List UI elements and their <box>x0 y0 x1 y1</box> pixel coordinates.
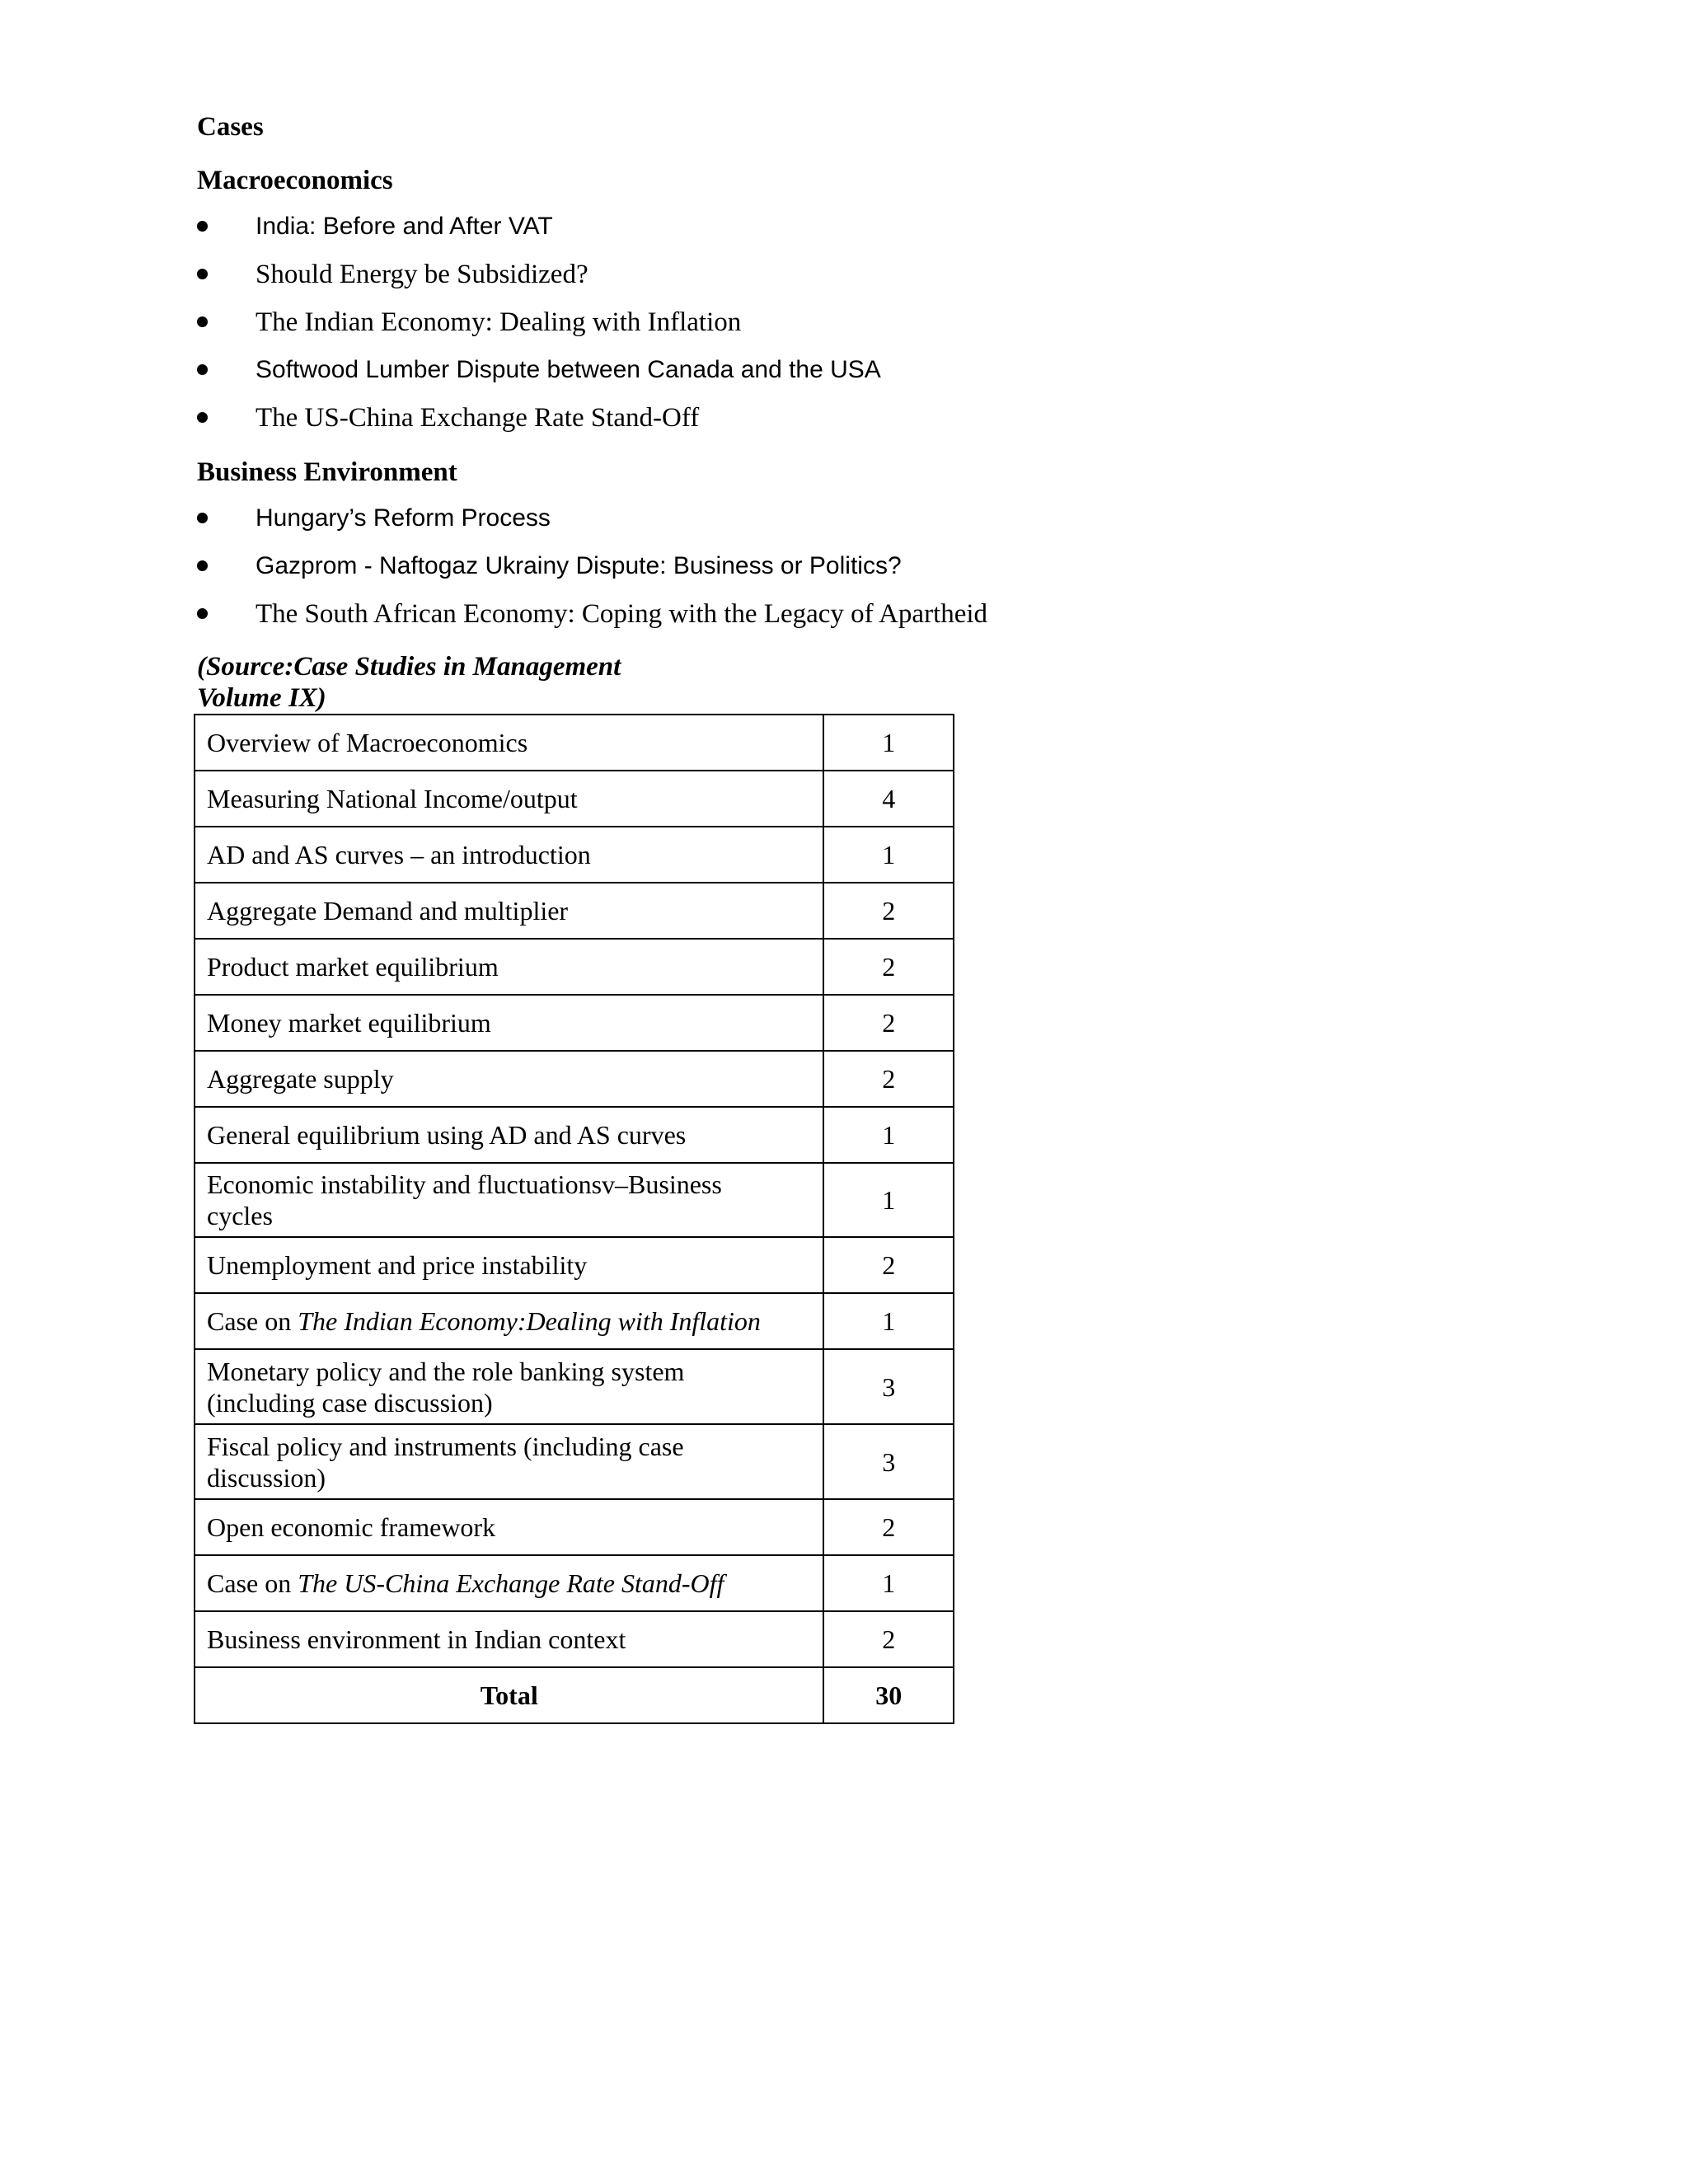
hours-cell: 1 <box>823 1163 954 1237</box>
bullet-icon <box>197 269 208 279</box>
bullet-icon <box>197 316 208 327</box>
list-item <box>197 346 881 394</box>
topic-cell: Measuring National Income/output <box>195 771 823 827</box>
topic-cell <box>195 1555 823 1611</box>
topic-cell: Business environment in Indian context <box>195 1611 823 1667</box>
case-title: Should Energy be Subsidized? <box>256 260 588 289</box>
hours-cell: 2 <box>823 995 954 1051</box>
topic-line-2: cycles <box>207 1201 273 1230</box>
business-environment-case-list <box>197 494 987 638</box>
bullet-icon <box>197 221 208 232</box>
topic-cell: Overview of Macroeconomics <box>195 715 823 771</box>
list-item <box>197 203 881 251</box>
table-row <box>195 1293 954 1349</box>
hours-cell: 1 <box>823 715 954 771</box>
table-row <box>195 1424 954 1499</box>
table-row <box>195 771 954 827</box>
topic-line-1: Fiscal policy and instruments (including case <box>207 1431 684 1461</box>
macroeconomics-heading: Macroeconomics <box>197 166 393 195</box>
hours-cell: 2 <box>823 1611 954 1667</box>
topic-cell <box>195 1293 823 1349</box>
hours-cell: 1 <box>823 1555 954 1611</box>
hours-cell: 1 <box>823 1107 954 1163</box>
list-item <box>197 542 987 590</box>
list-item <box>197 394 881 442</box>
topic-prefix: Case on <box>207 1568 298 1598</box>
case-title: The Indian Economy: Dealing with Inflation <box>256 307 742 337</box>
topic-cell: Aggregate Demand and multiplier <box>195 883 823 939</box>
list-item <box>197 251 881 298</box>
table-row <box>195 1349 954 1424</box>
table-row <box>195 1611 954 1667</box>
table-row <box>195 995 954 1051</box>
topic-cell: AD and AS curves – an introduction <box>195 827 823 883</box>
source-line-1: (Source:Case Studies in Management <box>197 652 621 682</box>
topic-cell: Open economic framework <box>195 1499 823 1555</box>
bullet-icon <box>197 412 208 423</box>
source-line-2: Volume IX) <box>197 683 326 713</box>
hours-cell: 2 <box>823 1051 954 1107</box>
total-label: Total <box>195 1667 823 1723</box>
case-title: India: Before and After VAT <box>256 213 553 240</box>
table-row <box>195 1237 954 1293</box>
table-row <box>195 1555 954 1611</box>
cases-heading: Cases <box>197 112 264 142</box>
topic-cell: Unemployment and price instability <box>195 1237 823 1293</box>
case-title: The South African Economy: Coping with the Legacy of Apartheid <box>256 599 988 629</box>
table-row <box>195 883 954 939</box>
case-title-italic: The US-China Exchange Rate Stand-Off <box>298 1568 724 1598</box>
topic-cell: Money market equilibrium <box>195 995 823 1051</box>
topic-line-1: Economic instability and fluctuationsv–Business <box>207 1169 722 1199</box>
hours-cell: 1 <box>823 827 954 883</box>
topic-cell <box>195 1424 823 1499</box>
topic-line-2: (including case discussion) <box>207 1387 493 1418</box>
hours-cell: 3 <box>823 1424 954 1499</box>
table-row <box>195 1051 954 1107</box>
topic-line-1: Monetary policy and the role banking system <box>207 1356 685 1386</box>
topic-prefix: Case on <box>207 1306 298 1336</box>
table-row <box>195 1499 954 1555</box>
topic-cell <box>195 1349 823 1424</box>
list-item <box>197 590 987 638</box>
total-value: 30 <box>823 1667 954 1723</box>
topic-cell: General equilibrium using AD and AS curves <box>195 1107 823 1163</box>
table-row <box>195 1107 954 1163</box>
hours-cell: 4 <box>823 771 954 827</box>
table-row <box>195 715 954 771</box>
topic-cell: Aggregate supply <box>195 1051 823 1107</box>
syllabus-table <box>194 714 954 1724</box>
case-title: Hungary’s Reform Process <box>256 504 551 532</box>
list-item <box>197 494 987 542</box>
topic-cell <box>195 1163 823 1237</box>
bullet-icon <box>197 364 208 375</box>
macroeconomics-case-list <box>197 203 881 442</box>
topic-line-2: discussion) <box>207 1462 326 1493</box>
hours-cell: 1 <box>823 1293 954 1349</box>
case-title-italic: The Indian Economy:Dealing with Inflation <box>298 1306 761 1336</box>
total-row <box>195 1667 954 1723</box>
hours-cell: 2 <box>823 939 954 995</box>
hours-cell: 3 <box>823 1349 954 1424</box>
bullet-icon <box>197 608 208 619</box>
hours-cell: 2 <box>823 1237 954 1293</box>
hours-cell: 2 <box>823 1499 954 1555</box>
case-title: Gazprom - Naftogaz Ukrainy Dispute: Business or Politics? <box>256 552 902 579</box>
case-title: The US-China Exchange Rate Stand-Off <box>256 403 700 433</box>
source-citation <box>197 651 659 714</box>
case-title: Softwood Lumber Dispute between Canada and the USA <box>256 356 881 383</box>
topic-cell: Product market equilibrium <box>195 939 823 995</box>
table-row <box>195 939 954 995</box>
hours-cell: 2 <box>823 883 954 939</box>
bullet-icon <box>197 560 208 571</box>
table-row <box>195 1163 954 1237</box>
business-environment-heading: Business Environment <box>197 457 457 487</box>
table-row <box>195 827 954 883</box>
bullet-icon <box>197 513 208 523</box>
list-item <box>197 298 881 346</box>
